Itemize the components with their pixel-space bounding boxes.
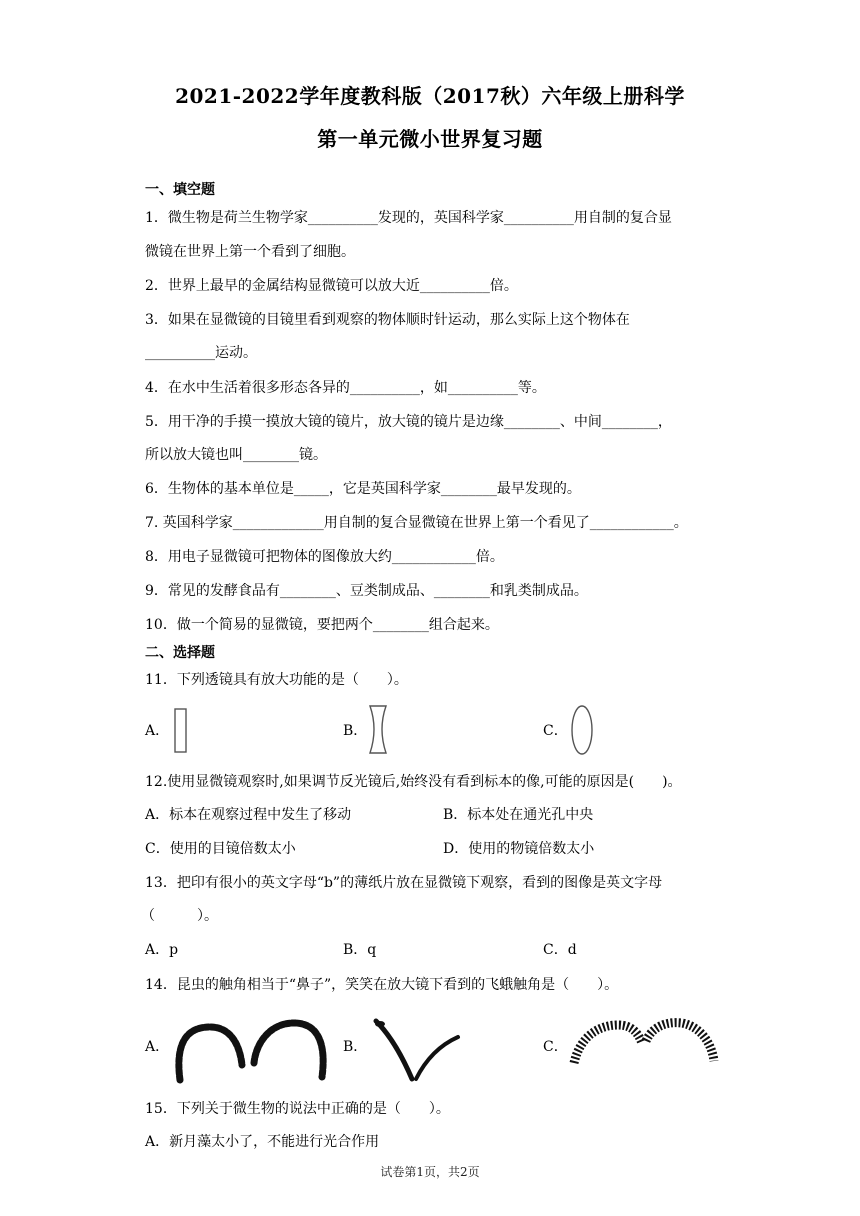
q14-option-a-label: A． bbox=[145, 1039, 170, 1055]
q15-option-a: A．新月藻太小了，不能进行光合作用 bbox=[145, 1134, 380, 1150]
q15-stem: 15．下列关于微生物的说法中正确的是（ ）。 bbox=[145, 1101, 450, 1117]
q12-option-c: C．使用的目镜倍数太小 bbox=[145, 841, 296, 857]
fill-q6: 6．生物体的基本单位是_____，它是英国科学家________最早发现的。 bbox=[145, 481, 581, 497]
q13-stem-line2: （ ）。 bbox=[141, 908, 218, 924]
fill-q1-line2: 微镜在世界上第一个看到了细胞。 bbox=[145, 244, 355, 260]
q13-option-c: C．d bbox=[543, 942, 577, 958]
q11-option-b-label: B． bbox=[343, 723, 368, 739]
q12-option-b: B．标本处在通光孔中央 bbox=[443, 807, 594, 823]
q11-option-a-label: A． bbox=[145, 723, 170, 739]
fill-q7: 7. 英国科学家_____________用自制的复合显微镜在世界上第一个看见了____________。 bbox=[145, 515, 688, 531]
fill-q10: 10．做一个简易的显微镜，要把两个________组合起来。 bbox=[145, 617, 499, 633]
fill-q4: 4．在水中生活着很多形态各异的__________，如__________等。 bbox=[145, 380, 546, 396]
q11-stem: 11．下列透镜具有放大功能的是（ ）。 bbox=[145, 672, 408, 688]
section-choice-heading: 二、选择题 bbox=[145, 645, 215, 661]
fill-q3-line2: __________运动。 bbox=[145, 345, 257, 361]
club-antennae-image bbox=[372, 1015, 462, 1085]
fill-q1-line1: 1．微生物是荷兰生物学家__________发现的，英国科学家__________用自制的复合显 bbox=[145, 210, 672, 226]
q14-stem: 14．昆虫的触角相当于“鼻子”，笑笑在放大镜下看到的飞蛾触角是（ ）。 bbox=[145, 977, 619, 993]
page-footer: 试卷第1页，共2页 bbox=[380, 1165, 480, 1179]
fill-q8: 8．用电子显微镜可把物体的图像放大约____________倍。 bbox=[145, 549, 504, 565]
document-title-line1: 2021-2022学年度教科版（2017秋）六年级上册科学 bbox=[175, 84, 685, 108]
feathery-antennae-image bbox=[570, 1015, 720, 1075]
q12-option-a: A．标本在观察过程中发生了移动 bbox=[145, 807, 352, 823]
q14-option-b-label: B． bbox=[343, 1039, 368, 1055]
document-title-line2: 第一单元微小世界复习题 bbox=[317, 127, 543, 151]
q13-option-a: A．p bbox=[145, 942, 179, 958]
section-fill-heading: 一、填空题 bbox=[145, 182, 215, 198]
concave-lens-image bbox=[368, 705, 390, 755]
fill-q5-line2: 所以放大镜也叫________镜。 bbox=[145, 447, 327, 463]
fill-q2: 2．世界上最早的金属结构显微镜可以放大近__________倍。 bbox=[145, 278, 518, 294]
q14-option-c-label: C． bbox=[543, 1039, 568, 1055]
q12-stem: 12.使用显微镜观察时,如果调节反光镜后,始终没有看到标本的像,可能的原因是( )。 bbox=[145, 774, 682, 790]
flat-lens-image bbox=[174, 708, 188, 754]
fill-q3-line1: 3．如果在显微镜的目镜里看到观察的物体顺时针运动，那么实际上这个物体在 bbox=[145, 312, 630, 328]
convex-lens-image bbox=[570, 705, 596, 757]
q11-option-c-label: C． bbox=[543, 723, 568, 739]
q13-stem-line1: 13．把印有很小的英文字母“b”的薄纸片放在显微镜下观察，看到的图像是英文字母 bbox=[145, 875, 663, 891]
beaded-antennae-image bbox=[170, 1015, 330, 1085]
fill-q5-line1: 5．用干净的手摸一摸放大镜的镜片，放大镜的镜片是边缘________、中间________， bbox=[145, 414, 672, 430]
fill-q9: 9．常见的发酵食品有________、豆类制成品、________和乳类制成品。 bbox=[145, 583, 588, 599]
q13-option-b: B．q bbox=[343, 942, 377, 958]
q12-option-d: D．使用的物镜倍数太小 bbox=[443, 841, 595, 857]
